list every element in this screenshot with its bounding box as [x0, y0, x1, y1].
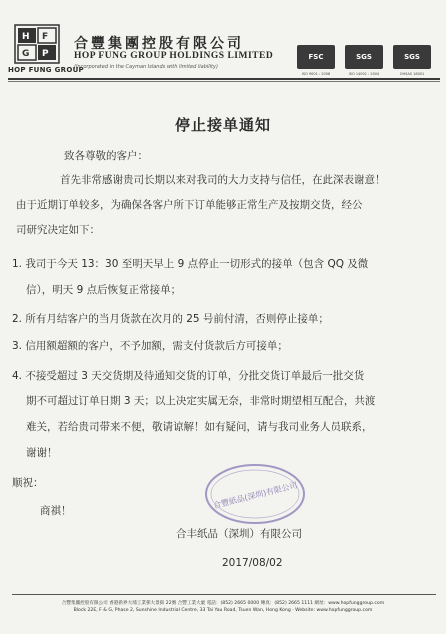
- company-name-en: HOP FUNG GROUP HOLDINGS LIMITED: [74, 51, 274, 61]
- item-4-line: 期不可超过订单日期 3 天；以上决定实属无奈，非常时期望相互配合，共渡: [26, 395, 376, 407]
- sgs-cert-icon: SGS: [345, 45, 383, 69]
- svg-text:合豐紙品(深圳)有限公司: 合豐紙品(深圳)有限公司: [212, 480, 299, 511]
- cert-caption: ISO 14001 : 2004: [348, 72, 380, 76]
- item-3-line: 3. 信用额超额的客户，不予加额，需支付货款后方可接单；: [12, 340, 288, 352]
- letterhead-divider: [8, 78, 440, 80]
- item-1-line: 1. 我司于今天 13：30 至明天早上 9 点停止一切形式的接单（包含 QQ 及微: [12, 258, 369, 270]
- greeting: 致各尊敬的客户：: [64, 150, 148, 162]
- item-4-line: 谢谢！: [26, 447, 58, 459]
- svg-text:P: P: [42, 49, 49, 59]
- item-2-line: 2. 所有月结客户的当月货款在次月的 25 号前付清，否则停止接单；: [12, 313, 329, 325]
- company-incorporation-note: (Incorporated in the Cayman Islands with limited liability): [74, 64, 218, 70]
- company-name-cn: 合豐集團控股有限公司: [74, 36, 244, 52]
- logo-caption: HOP FUNG GROUP: [8, 66, 84, 74]
- cert-caption: OHSAS 18001: [399, 72, 425, 76]
- item-4-line: 难关，若给贵司带来不便，敬请谅解！如有疑问，请与我司业务人员联系，: [26, 421, 373, 433]
- item-4-line: 4. 不接受超过 3 天交货期及待通知交货的订单，分批交货订单最后一批交货: [12, 370, 365, 382]
- footer-divider: [12, 594, 436, 595]
- svg-text:G: G: [22, 49, 30, 59]
- item-1-line: 信），明天 9 点后恢复正常接单；: [26, 284, 182, 296]
- intro-line: 司研究决定如下：: [16, 224, 100, 236]
- intro-line: 由于近期订单较多，为确保各客户所下订单能够正常生产及按期交货，经公: [16, 199, 363, 211]
- fsc-cert-icon: FSC: [297, 45, 335, 69]
- footer-address-en: Block 22E, F & G, Phase 2, Sunshine Industrial Centre, 33 Tai Yau Road, Tsuen Wan, Hong Kong · Website: www.hopfunggroup.com: [73, 608, 373, 613]
- svg-text:H: H: [22, 32, 30, 42]
- closing-regards: 商祺！: [40, 505, 72, 517]
- hop-fung-logo-icon: [14, 24, 60, 64]
- intro-line: 首先非常感谢贵司长期以来对我司的大力支持与信任，在此深表谢意！: [60, 174, 386, 186]
- letterhead-divider-thin: [8, 81, 440, 82]
- company-seal-stamp: [203, 462, 307, 526]
- notice-date: 2017/08/02: [222, 557, 283, 569]
- cert-caption: ISO 9001 : 2008: [301, 72, 331, 76]
- sgs-cert-icon-2: SGS: [393, 45, 431, 69]
- signature-company: 合丰纸品（深圳）有限公司: [176, 528, 302, 540]
- closing-wish: 顺祝：: [12, 477, 44, 489]
- notice-title: 停止接单通知: [174, 116, 271, 134]
- footer-address-cn: 合豐集團控股有限公司 香港新界大埔工業邨大景街 22號 合豐工業大廈 電話：(852) 2665 0000 傳真：(852) 2665 1111 網址：www.hopfunggroup.com: [61, 601, 385, 606]
- svg-text:F: F: [42, 32, 49, 42]
